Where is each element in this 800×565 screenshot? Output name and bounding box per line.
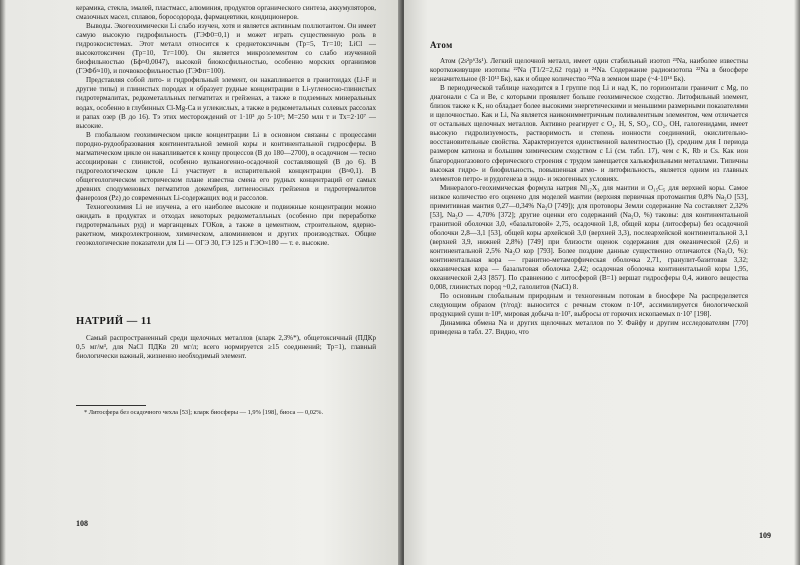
paragraph: Техногеохимия Li не изучена, а его наиболее высокие и подвижные концентрации можно ожидать в продуктах и отходах некоторых редкометалльных (особенно при переработке гидротермальных руд) и марганцевых ГОКов, а также в цементном, строительном, ядерно-ракетном, микроэлектронном, химическом, алюминиевом и других производствах. Общие геоэкологические показатели для Li — ОГЭ 30, ГЭ 125 и ГЭО≈180 — т. е. высокие. xyxy=(76,203,376,248)
paragraph: керамика, стекла, эмалей, пластмасс, алюминия, продуктов органического синтеза, аккумуляторов, смазочных масел, сплавов, боросодорода, фармацевтики, кондиционеров. xyxy=(76,4,376,22)
page-number-left: 108 xyxy=(76,519,88,528)
page-edge-shadow xyxy=(794,0,800,565)
right-page xyxy=(404,0,800,565)
page-edge-shadow xyxy=(0,0,6,565)
paragraph: В глобальном геохимическом цикле концентрации Li в основном связаны с процессами породно-рудообразования континентальной земной коры и континентальной гидросферы. В магматическом цикле он накапливается к концу процессов (В до 180—2700), в осадочном — тесно ассоциирован с глинистой, особенно вулканогенно-осадочной составляющей (В до 6). В гидрогеологическом цикле Li участвует в испарительной концентрации (В≈0,1). В общегеологическом историческом плане известна смена его рудных концентраций от самых древних сподуменовых пегматитов докембрия, литиеносных грейзенов и гидротермалитов фанерозоя (Pz) до современных Li-содержащих вод и рассолов. xyxy=(76,130,376,202)
footnote xyxy=(76,409,372,417)
paragraph: Динамика обмена Na и других щелочных металлов по У. Файфу и другим исследователям [770] приведена в табл. 27. Видно, что xyxy=(430,319,748,337)
sodium-intro xyxy=(76,334,376,361)
paragraph: Атом (2s²p⁶3s¹). Легкий щелочной металл, имеет один стабильный изотоп ²³Na, наиболее известны короткоживущие изотопы ²²Na (T1/2=2,62 года) и ²⁴Na. Содержание радиоизотопа ²²Na в биосфере незначительное (8·10¹³ Бк), как и общее количество ²²Na в земном шаре (~4·10¹⁴ Бк). xyxy=(430,57,748,84)
paragraph: В периодической таблице находится в I группе под Li и над K, по горизонтали граничит с Mg, по диагонали с Ca и Be, с которыми проявляет больше геохимическое сходство. Литофильный элемент, близок также к K, но обладает более высокими энергетическими и меньшими размерными показателями и щелочностью. Как и Li, Na является наиконимметричным поливалентным элементом, чем отличается от остальных щелочных металлов. Активно реагирует с O₂, H, S, SO₃, CO₂, OH, галогенидами, имеет высокую гидролизуемость, растворимость и степень ионности соединений, окислительно-восстановительные свойства. Характеризуется единственной валентностью (I), средним для I периода размером катиона и большим химическим сходством с Li (см. табл. 17), чем с K, Rb и Cs. Как ион благородногазового сферического строения с трудом замещается халькофильными металлами. Типичны высокая гидро- и биофильность, повышенная атмо- и литофильность, является одним из главных элементов петро- и рудогенеза в эндо- и экзогенных условиях. xyxy=(430,84,748,183)
right-column-text xyxy=(430,57,748,337)
section-heading-sodium: НАТРИЙ — 11 xyxy=(76,316,152,327)
footnote-rule xyxy=(76,405,146,406)
paragraph: Представляя собой лито- и гидрофильный элемент, он накапливается в гранитоидах (Li-F и другие типы) и глинистых породах и образует рудные концентрации в Li-угленосно-глинистых гидротермалитах, редкометалльных пегматитах и грейзенах, а также в подземных минеральных водах, особенно в глубинных Cl-Mg-Ca и углекислых, а также в редкометальных солевых рассолах и рапах озер (В до 16). Тэ этих месторождений от 1·10³ до 5·10⁵; M=250 млн т и Тх=2·10⁷ — высокие. xyxy=(76,76,376,130)
page-number-right: 109 xyxy=(759,531,771,540)
section-heading-atom: Атом xyxy=(430,40,453,50)
footnote-text: * Литосфера без осадочного чехла [53]; кларк биосферы — 1,9% [198], биоса — 0,02%. xyxy=(84,409,324,416)
paragraph: Выводы. Экогеохимически Li слабо изучен, хотя и является активным поллютантом. Он имеет самую высокую гидрофильность (ГЭФ0=0,1) и может играть существенную роль в гидроэкосистемах. Этот металл относится к среднетоксичным (Тр=5, Тг=10; LiCl — высокотоксичен (Тр=10, Тг=100). Он является микроэлементом со слабо изученной биофильностью (Бф≈0,0047), высокой биокосфильностью, особенно морских организмов (ГЭФб≈10), и почвокосфильностью (ГЭФп=100). xyxy=(76,22,376,76)
paragraph: Минералого-геохимическая формула натрия Nl₁₇X₃ для мантии и O₁₅C₅ для верхней коры. Самое низкое количество его оценено для моделей мантии (верхняя первичная протомантия 0,8% Na₂O [53], примитивная мантия 0,27—0,34% Na₂O [749]); для протоворы Земли содержание Na составляет 2,32% [53], Na₂O — 4,70% [372]; другие оценки его содержаний (Na₂O, %) таковы: для континентальной гранитной оболочки 3,0, «базальтовой» 2,75, осадочной 1,8, общей коры (литосферы) без осадочной оболочки 2,8—3,1 [53], общей коры архейской 3,0 (верхней 3,3), послеархейской континентальной 3,1 (верхней 3,9, нижней 2,8%) [749] при близости оценок содержания для океанической (2,6) и континентальной 2,5% Na₂O кор [793]. Более поздние данные существенно отличаются (Na₂O, %): континентальная кора — гранитно-метаморфическая оболочка 2,71, гранулит-базитовая 3,32; океаническая кора — базальтовая оболочка 2,42; осадочная оболочка континентальной коры 1,95, океанической 2,43 [857]. По сравнению с литосферой (В=1) вершат гидросферы 0,4, живого вещества 0,008, глинистых пород ~0,2, галолитов (NaCl) 8. xyxy=(430,183,748,292)
paragraph: Самый распространенный среди щелочных металлов (кларк 2,3%*), общетоксичный (ПДКр 0,5 мг/м³, для NaCl ПДКв 20 мг/л; всего нормируется ≥15 соединений; Тр=1), главный биологически важный, жизненно необходимый элемент. xyxy=(76,334,376,361)
paragraph: По основным глобальным природным и техногенным потокам в биосфере Na распределяется следующим образом (т/год): выносится с речным стоком n·10⁸, ассимилируется биологической продукцией суши n·10⁸, мировая добыча n·10⁷, выбросы от горючих ископаемых n·10⁷ [198]. xyxy=(430,292,748,319)
left-column-text xyxy=(76,4,376,248)
